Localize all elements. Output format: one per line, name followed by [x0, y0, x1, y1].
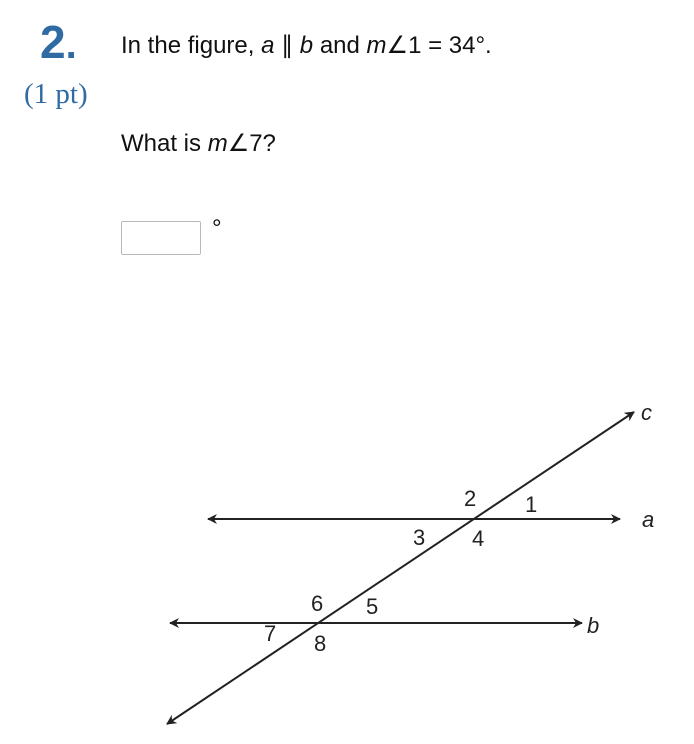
angle-label-2: 2 [464, 486, 477, 511]
angle-label-8: 8 [314, 631, 327, 656]
line-label-c: c [641, 400, 652, 425]
angle-label-3: 3 [413, 525, 426, 550]
angle-label-5: 5 [366, 594, 379, 619]
angle-label-7: 7 [264, 621, 277, 646]
prompt-angle-expression: ∠7? [227, 130, 276, 157]
question-number-value: 2 [40, 16, 66, 68]
transversal-c [167, 412, 634, 724]
prompt-prefix: What is [121, 130, 208, 157]
line-label-a: a [642, 507, 655, 532]
stem-angle-expression: ∠1 = 34°. [386, 32, 492, 59]
question-points: (1 pt) [24, 78, 88, 110]
line-label-b: b [587, 613, 600, 638]
degree-symbol: ° [212, 215, 222, 242]
angle-label-1: 1 [525, 492, 538, 517]
stem-and-text: and [313, 32, 367, 59]
stem-prefix: In the figure, [121, 32, 262, 59]
prompt-measure-m: m [207, 130, 228, 157]
angle-label-6: 6 [311, 591, 324, 616]
stem-measure-m: m [366, 32, 387, 59]
angle-label-4: 4 [472, 526, 485, 551]
stem-var-a: a [261, 32, 275, 59]
question-number-dot: . [65, 23, 77, 67]
stem-var-b: b [299, 32, 314, 59]
parallel-symbol: ∥ [274, 32, 300, 59]
